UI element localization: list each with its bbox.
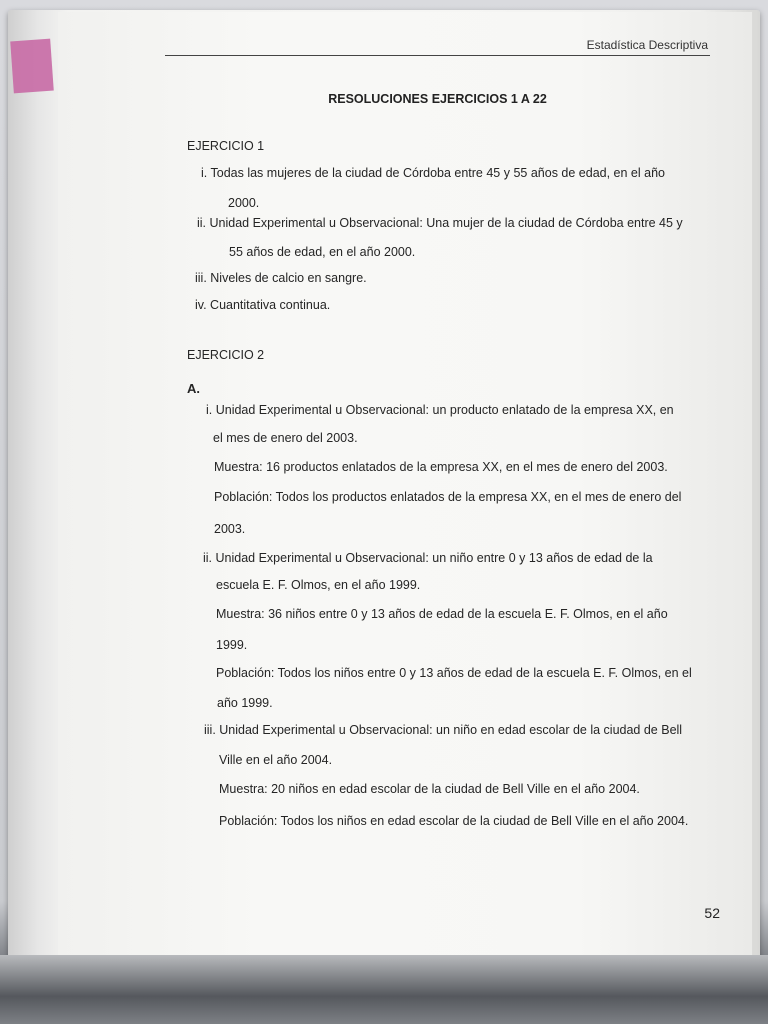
ej1-item-iv: iv. Cuantitativa continua. xyxy=(195,298,331,312)
ejercicio-1-heading: EJERCICIO 1 xyxy=(187,139,265,153)
ej2-i-poblacion-line1: Población: Todos los productos enlatados de la empresa XX, en el mes de enero del xyxy=(214,490,682,504)
scanner-bottom-shadow xyxy=(0,955,768,1024)
ej2-iii-unit-line2: Ville en el año 2004. xyxy=(219,753,333,767)
ejercicio-2-heading: EJERCICIO 2 xyxy=(187,348,265,362)
document-title: RESOLUCIONES EJERCICIOS 1 A 22 xyxy=(328,92,547,106)
page-number: 52 xyxy=(704,905,720,921)
pink-sticky-tab xyxy=(10,39,54,94)
ej1-item-i-line1: i. Todas las mujeres de la ciudad de Córdoba entre 45 y 55 años de edad, en el año xyxy=(201,166,665,180)
ej2-i-unit-line2: el mes de enero del 2003. xyxy=(213,431,358,445)
header-rule xyxy=(165,55,710,56)
ej1-item-ii-line1: ii. Unidad Experimental u Observacional: Una mujer de la ciudad de Córdoba entre 45 y xyxy=(197,216,683,230)
ej2-i-unit-line1: i. Unidad Experimental u Observacional: un producto enlatado de la empresa XX, en xyxy=(206,403,674,417)
ej1-item-i-line2: 2000. xyxy=(228,196,260,210)
ej2-ii-poblacion-line2: año 1999. xyxy=(217,696,273,710)
ej2-ii-poblacion-line1: Población: Todos los niños entre 0 y 13 años de edad de la escuela E. F. Olmos, en el xyxy=(216,666,692,680)
ej2-iii-muestra: Muestra: 20 niños en edad escolar de la ciudad de Bell Ville en el año 2004. xyxy=(219,782,640,796)
section-a-label: A. xyxy=(187,381,200,396)
running-header: Estadística Descriptiva xyxy=(586,38,708,52)
ej2-ii-muestra-line1: Muestra: 36 niños entre 0 y 13 años de edad de la escuela E. F. Olmos, en el año xyxy=(216,607,668,621)
ej2-ii-unit-line2: escuela E. F. Olmos, en el año 1999. xyxy=(216,578,421,592)
ej2-ii-unit-line1: ii. Unidad Experimental u Observacional: un niño entre 0 y 13 años de edad de la xyxy=(203,551,653,565)
ej2-i-poblacion-line2: 2003. xyxy=(214,522,246,536)
ej1-item-iii: iii. Niveles de calcio en sangre. xyxy=(195,271,367,285)
ej2-iii-unit-line1: iii. Unidad Experimental u Observacional: un niño en edad escolar de la ciudad de Bell xyxy=(204,723,683,737)
ej2-iii-poblacion: Población: Todos los niños en edad escolar de la ciudad de Bell Ville en el año 2004. xyxy=(219,814,689,828)
ej2-ii-muestra-line2: 1999. xyxy=(216,638,248,652)
ej2-i-muestra: Muestra: 16 productos enlatados de la empresa XX, en el mes de enero del 2003. xyxy=(214,460,668,474)
ej1-item-ii-line2: 55 años de edad, en el año 2000. xyxy=(229,245,416,259)
